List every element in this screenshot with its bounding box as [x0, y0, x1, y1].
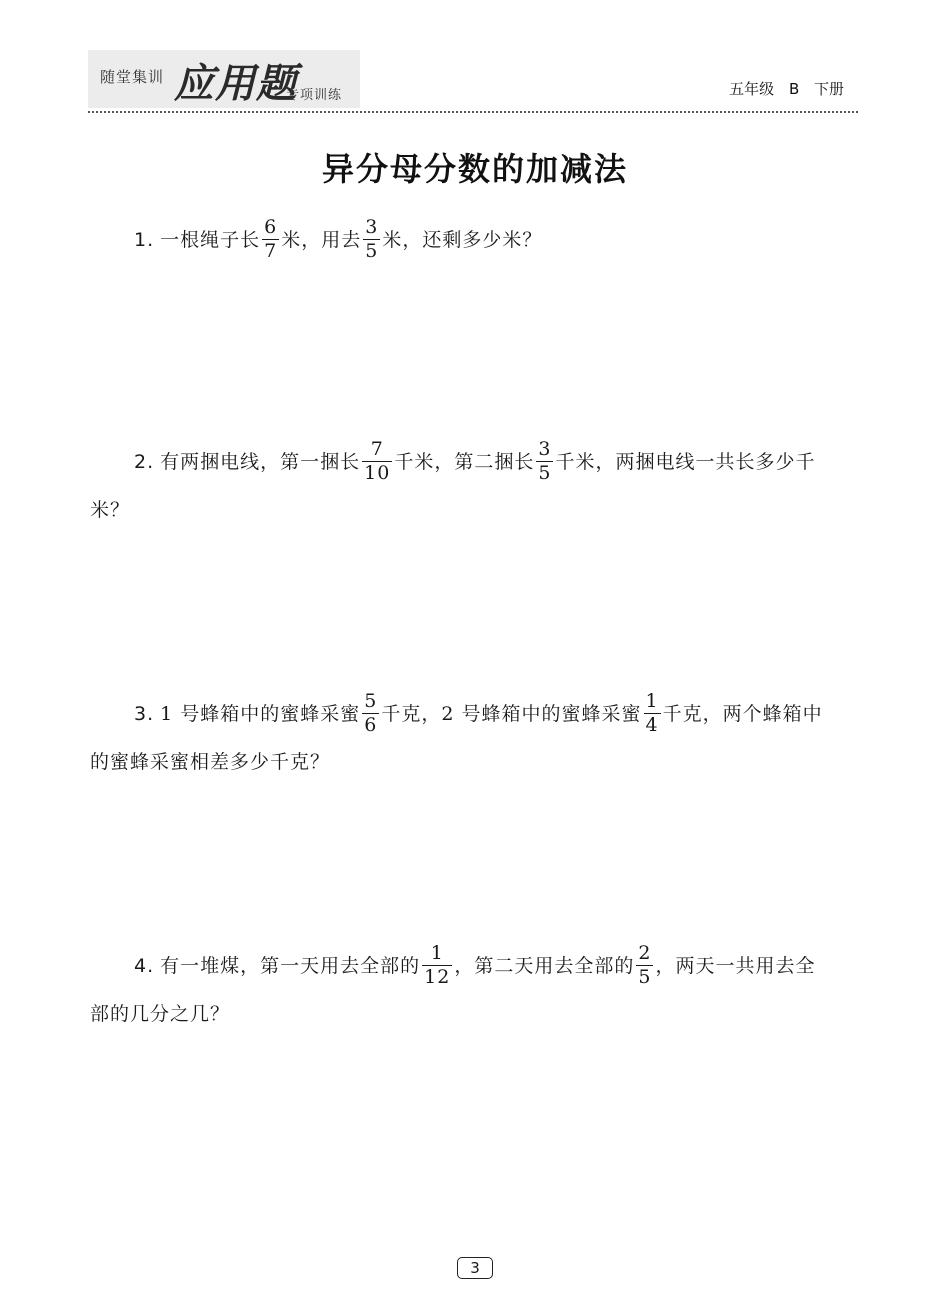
- denominator: 10: [364, 461, 391, 484]
- fraction: [644, 689, 661, 736]
- logo-big-text: 应用题: [174, 61, 297, 107]
- numerator: 6: [264, 215, 278, 238]
- fraction: [362, 437, 392, 484]
- logo-small-text: 随堂集训: [100, 68, 165, 86]
- problem-text: 有两捆电线，第一捆长: [160, 451, 361, 473]
- header-divider: [88, 111, 858, 113]
- fraction: [363, 215, 380, 262]
- problem-text: 有一堆煤，第一天用去全部的: [160, 955, 421, 977]
- numerator: 3: [365, 215, 379, 238]
- problem-text: 米，用去: [281, 229, 362, 251]
- numerator: 1: [430, 941, 444, 964]
- problem-1: [90, 216, 860, 264]
- problem-number: 2.: [134, 451, 155, 473]
- problem-text: 1 号蜂箱中的蜜蜂采蜜: [160, 703, 361, 725]
- problem-number: 1.: [134, 229, 155, 251]
- numerator: 3: [538, 437, 552, 460]
- problem-number: 3.: [134, 703, 155, 725]
- fraction: [362, 689, 379, 736]
- problem-text: 米，还剩多少米？: [382, 229, 543, 251]
- numerator: 2: [638, 941, 652, 964]
- denominator: 5: [365, 239, 379, 262]
- denominator: 7: [264, 239, 278, 262]
- denominator: 12: [424, 965, 451, 988]
- problem-text-continued: 的蜜蜂采蜜相差多少千克？: [90, 751, 331, 773]
- problem-text-continued: 米？: [90, 499, 131, 521]
- problem-text: 一根绳子长: [160, 229, 261, 251]
- fraction: [536, 437, 553, 484]
- denominator: 4: [645, 713, 659, 736]
- problem-3: [90, 690, 860, 786]
- numerator: 7: [370, 437, 384, 460]
- numerator: 1: [645, 689, 659, 712]
- problem-4: [90, 942, 860, 1038]
- denominator: 5: [638, 965, 652, 988]
- fraction: [636, 941, 653, 988]
- problem-text-continued: 部的几分之几？: [90, 1003, 231, 1025]
- problem-2: [90, 438, 860, 534]
- denominator: 5: [538, 461, 552, 484]
- page-title: 异分母分数的加减法: [321, 150, 628, 188]
- logo-sub-text: 专项训练: [286, 88, 343, 103]
- problem-text: 千克，2 号蜂箱中的蜜蜂采蜜: [381, 703, 642, 725]
- fraction: [422, 941, 452, 988]
- grade-label: 五年级 B 下册: [729, 80, 844, 98]
- series-logo: [88, 50, 360, 108]
- problem-number: 4.: [134, 955, 155, 977]
- denominator: 6: [364, 713, 378, 736]
- page-number: 3: [457, 1257, 493, 1279]
- problem-text: ，两天一共用去全: [655, 955, 816, 977]
- problem-text: 千米，两捆电线一共长多少千: [555, 451, 816, 473]
- problem-text: 千米，第二捆长: [394, 451, 535, 473]
- problem-text: 千克，两个蜂箱中: [662, 703, 823, 725]
- numerator: 5: [364, 689, 378, 712]
- fraction: [262, 215, 279, 262]
- problem-text: ，第二天用去全部的: [454, 955, 635, 977]
